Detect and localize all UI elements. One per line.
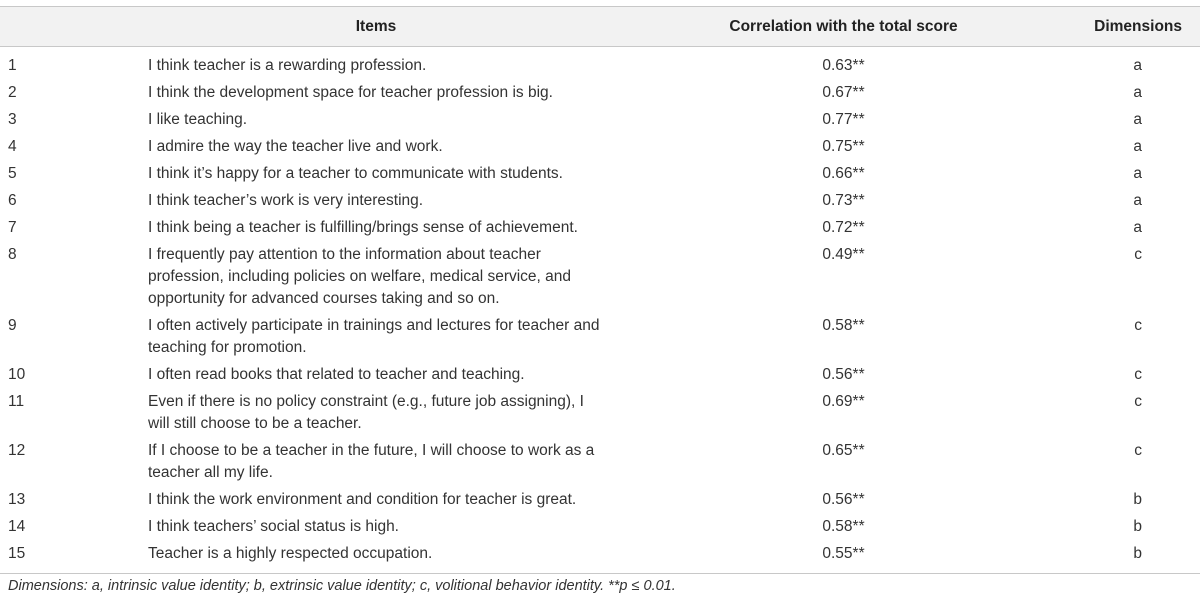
row-number-cell: 10 [8, 366, 26, 383]
row-item-cell: I think the work environment and condition for teacher is great. [148, 491, 577, 508]
table-row [0, 107, 1200, 134]
table-row [0, 389, 1200, 438]
row-item-cell: I think teacher’s work is very interesting. [148, 192, 424, 209]
row-dimension-cell: b [1133, 518, 1142, 535]
row-dimension-cell: b [1133, 491, 1142, 508]
row-dimension-cell: a [1133, 111, 1142, 128]
row-dimension-cell: c [1134, 246, 1142, 263]
row-correlation-cell: 0.72** [822, 219, 865, 236]
table-row [0, 487, 1200, 514]
row-dimension-cell: a [1133, 138, 1142, 155]
row-correlation-cell: 0.77** [822, 111, 865, 128]
row-item-cell: I think it’s happy for a teacher to communicate with students. [148, 165, 563, 182]
row-dimension-cell: c [1134, 393, 1142, 410]
correlation-table [0, 6, 1200, 574]
header-row [0, 7, 1200, 47]
row-number-cell: 8 [8, 246, 17, 263]
row-correlation-cell: 0.58** [822, 518, 865, 535]
row-number-cell: 9 [8, 317, 17, 334]
table-row [0, 47, 1200, 81]
row-number-cell: 3 [8, 111, 17, 128]
row-dimension-cell: a [1133, 57, 1142, 74]
row-dimension-cell: a [1133, 192, 1142, 209]
row-dimension-cell: c [1134, 442, 1142, 459]
row-number-cell: 7 [8, 219, 17, 236]
table-row [0, 514, 1200, 541]
header-items: Items [136, 7, 616, 47]
row-correlation-cell: 0.69** [822, 393, 865, 410]
row-item-cell: I think teachers’ social status is high. [148, 518, 399, 535]
row-correlation-cell: 0.67** [822, 84, 865, 101]
header-number [0, 7, 136, 47]
table-row [0, 541, 1200, 574]
row-correlation-cell: 0.66** [822, 165, 865, 182]
row-item-cell: I think being a teacher is fulfilling/brings sense of achievement. [148, 219, 578, 236]
table-row [0, 242, 1200, 313]
row-item-cell: I admire the way the teacher live and work. [148, 138, 443, 155]
row-item-cell: I like teaching. [148, 111, 248, 128]
table-row [0, 313, 1200, 362]
header-dimensions: Dimensions [1071, 7, 1200, 47]
row-number-cell: 11 [8, 393, 25, 410]
row-correlation-cell: 0.58** [822, 317, 865, 334]
table-row [0, 80, 1200, 107]
row-number-cell: 15 [0, 541, 136, 574]
row-correlation-cell: 0.55** [616, 541, 1071, 574]
row-number-cell: 5 [8, 165, 17, 182]
table-row [0, 215, 1200, 242]
row-correlation-cell: 0.49** [822, 246, 865, 263]
row-number-cell: 13 [8, 491, 26, 508]
row-correlation-cell: 0.63** [822, 57, 865, 74]
table-footnote: Dimensions: a, intrinsic value identity; b, extrinsic value identity; c, volitional behavior identity. **p ≤ 0.01. [8, 578, 676, 594]
row-dimension-cell: a [1133, 219, 1142, 236]
table-header [0, 7, 1200, 47]
row-number-cell: 4 [8, 138, 17, 155]
row-correlation-cell: 0.56** [822, 366, 865, 383]
row-dimension-cell: a [1133, 165, 1142, 182]
row-number-cell: 2 [8, 84, 17, 101]
row-item-cell: I think teacher is a rewarding profession. [148, 57, 427, 74]
data-table-wrapper [0, 6, 1200, 574]
row-number-cell: 14 [8, 518, 26, 535]
row-correlation-cell: 0.56** [822, 491, 865, 508]
row-dimension-cell: a [1133, 84, 1142, 101]
row-number-cell: 1 [8, 57, 17, 74]
row-dimension-cell: b [1071, 541, 1200, 574]
table-row [0, 161, 1200, 188]
row-dimension-cell: c [1134, 366, 1142, 383]
row-correlation-cell: 0.73** [822, 192, 865, 209]
header-correlation: Correlation with the total score [616, 7, 1071, 47]
row-item-cell: If I choose to be a teacher in the future, I will choose to work as a teacher all my life. [148, 442, 595, 481]
row-item-cell: Even if there is no policy constraint (e.g., future job assigning), I will still choose to be a teacher. [148, 393, 584, 432]
table-row [0, 134, 1200, 161]
row-number-cell: 12 [8, 442, 26, 459]
row-item-cell: I often read books that related to teacher and teaching. [148, 366, 525, 383]
row-item-cell: I often actively participate in trainings and lectures for teacher and teaching for promotion. [148, 317, 600, 356]
row-number-cell: 6 [8, 192, 17, 209]
row-correlation-cell: 0.75** [822, 138, 865, 155]
row-item-cell: Teacher is a highly respected occupation. [136, 541, 616, 574]
row-item-cell: I frequently pay attention to the information about teacher profession, including policies on welfare, medical service, and opportunity for advanced courses taking and so on. [148, 246, 572, 307]
row-item-cell: I think the development space for teacher profession is big. [148, 84, 553, 101]
row-dimension-cell: c [1134, 317, 1142, 334]
table-row [0, 188, 1200, 215]
row-correlation-cell: 0.65** [822, 442, 865, 459]
table-row [0, 362, 1200, 389]
table-body [0, 47, 1200, 574]
table-row [0, 438, 1200, 487]
